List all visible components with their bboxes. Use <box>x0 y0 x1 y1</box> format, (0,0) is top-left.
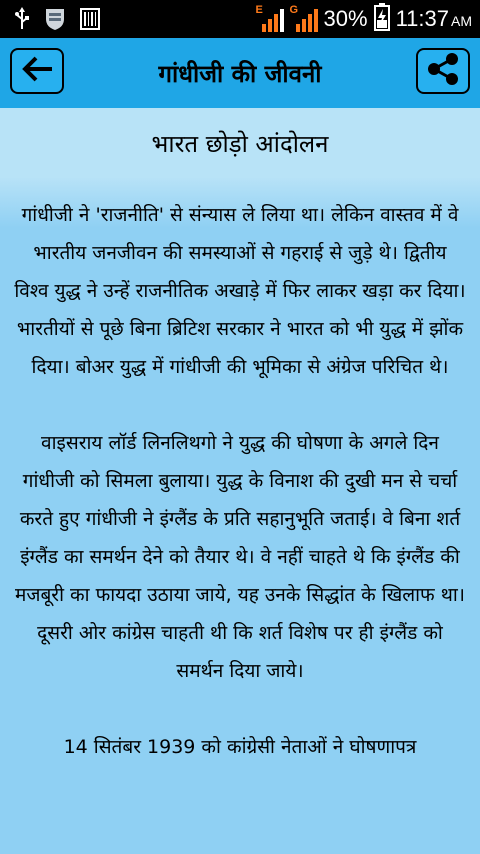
article-paragraph-1: गांधीजी ने 'राजनीति' से संन्यास ले लिया था। लेकिन वास्तव में वे भारतीय जनजीवन की समस्याओं से गहराई से जुड़े थे। द्वितीय विश्व युद्ध ने उन्हें राजनीतिक अखाड़े में फिर लाकर खड़ा कर दिया। भारतीयों से पूछे बिना ब्रिटिश सरकार ने भारत को भी युद्ध में झोंक दिया। बोअर युद्ध में गांधीजी की भूमिका से अंग्रेज परिचित थे। <box>14 204 466 378</box>
clock-time: 11:37 <box>395 6 449 31</box>
share-button[interactable] <box>416 48 470 94</box>
barcode-icon <box>80 8 100 34</box>
app-title: गांधीजी की जीवनी <box>158 59 322 88</box>
usb-icon <box>14 7 30 35</box>
status-bar-notifications <box>14 7 100 35</box>
article-paragraph-3: 14 सितंबर 1939 को कांग्रेसी नेताओं ने घोषणापत्र <box>63 736 417 758</box>
signal-e-icon <box>256 4 284 34</box>
share-icon <box>426 53 460 89</box>
signal-g-icon <box>290 4 318 34</box>
app-bar <box>0 38 480 108</box>
section-title: भारत छोड़ो आंदोलन <box>0 108 480 178</box>
clock <box>396 6 472 32</box>
back-button[interactable] <box>10 48 64 94</box>
article-paragraph-2: वाइसराय लॉर्ड लिनलिथगो ने युद्ध की घोषणा के अगले दिन गांधीजी को सिमला बुलाया। युद्ध के विनाश की दुखी मन से चर्चा करते हुए गांधीजी ने इंग्लैंड के प्रति सहानुभूति जताई। वे बिना शर्त इंग्लैंड का समर्थन देने को तैयार थे। वे नहीं चाहते थे कि इंग्लैंड की मजबूरी का फायदा उठाया जाये, यह उनके सिद्धांत के खिलाफ था। दूसरी ओर कांग्रेस चाहती थी कि शर्त विशेष पर ही इंग्लैंड को समर्थन दिया जाये। <box>14 432 466 682</box>
arrow-left-icon <box>20 55 54 87</box>
clock-ampm: AM <box>451 13 472 29</box>
article-content[interactable] <box>0 108 480 854</box>
status-bar <box>0 0 480 38</box>
network-e-label: E <box>255 4 263 16</box>
battery-percent: 30% <box>323 6 368 31</box>
shield-icon <box>44 7 66 35</box>
battery-charging-icon <box>374 3 390 35</box>
network-g-label: G <box>289 4 299 16</box>
status-bar-system <box>256 3 472 35</box>
